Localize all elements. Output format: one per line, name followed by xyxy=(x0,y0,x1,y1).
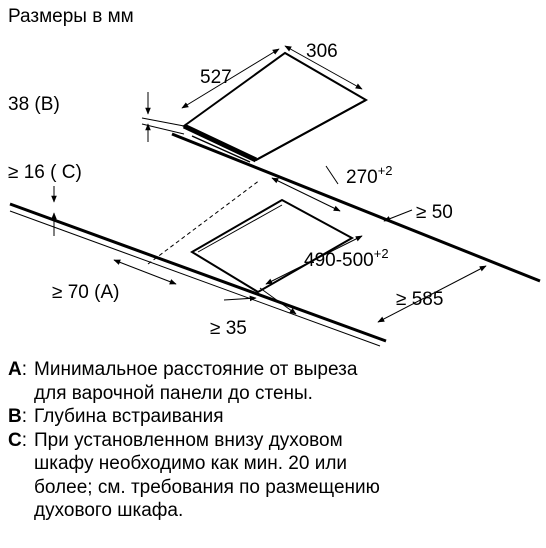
dim-70-line xyxy=(114,260,176,284)
legend-item-c: C : При установленном внизу духовом шкафу необходимо как мин. 20 или более; см. требования по размещению духового шкафа. xyxy=(8,429,538,523)
label-16: ≥ 16 ( C) xyxy=(8,162,82,183)
legend xyxy=(8,358,538,523)
legend-item-a: A : Минимальное расстояние от выреза для варочной панели до стены. xyxy=(8,358,538,405)
diagram-title: Размеры в мм xyxy=(8,6,134,27)
legend-key: C xyxy=(8,429,22,451)
label-306: 306 xyxy=(306,41,338,62)
label-585: ≥ 585 xyxy=(396,289,444,310)
label-38: 38 (B) xyxy=(8,94,60,115)
dim-35-line xyxy=(260,288,296,314)
worktop-front-edge xyxy=(10,204,386,341)
label-35: ≥ 35 xyxy=(210,318,247,339)
label-50: ≥ 50 xyxy=(416,202,453,223)
label-70: ≥ 70 (A) xyxy=(52,282,120,303)
legend-text: Минимальное расстояние от выреза для варочной панели до стены. xyxy=(34,359,358,404)
label-490-500: $490-500^{+2}$ xyxy=(304,246,389,271)
legend-text: При установленном внизу духовом шкафу необходимо как мин. 20 или более; см. требования по размещению духового шкафа. xyxy=(34,429,380,521)
label-270: $270^{+2}$ xyxy=(346,163,393,188)
legend-item-b: B : Глубина встраивания xyxy=(8,405,538,429)
legend-key: A xyxy=(8,359,22,380)
dim-270-ext xyxy=(326,166,338,184)
legend-text: Глубина встраивания xyxy=(34,406,224,427)
label-527: 527 xyxy=(200,67,232,88)
legend-key: B xyxy=(8,406,22,427)
dim-50-arrow xyxy=(384,210,412,221)
